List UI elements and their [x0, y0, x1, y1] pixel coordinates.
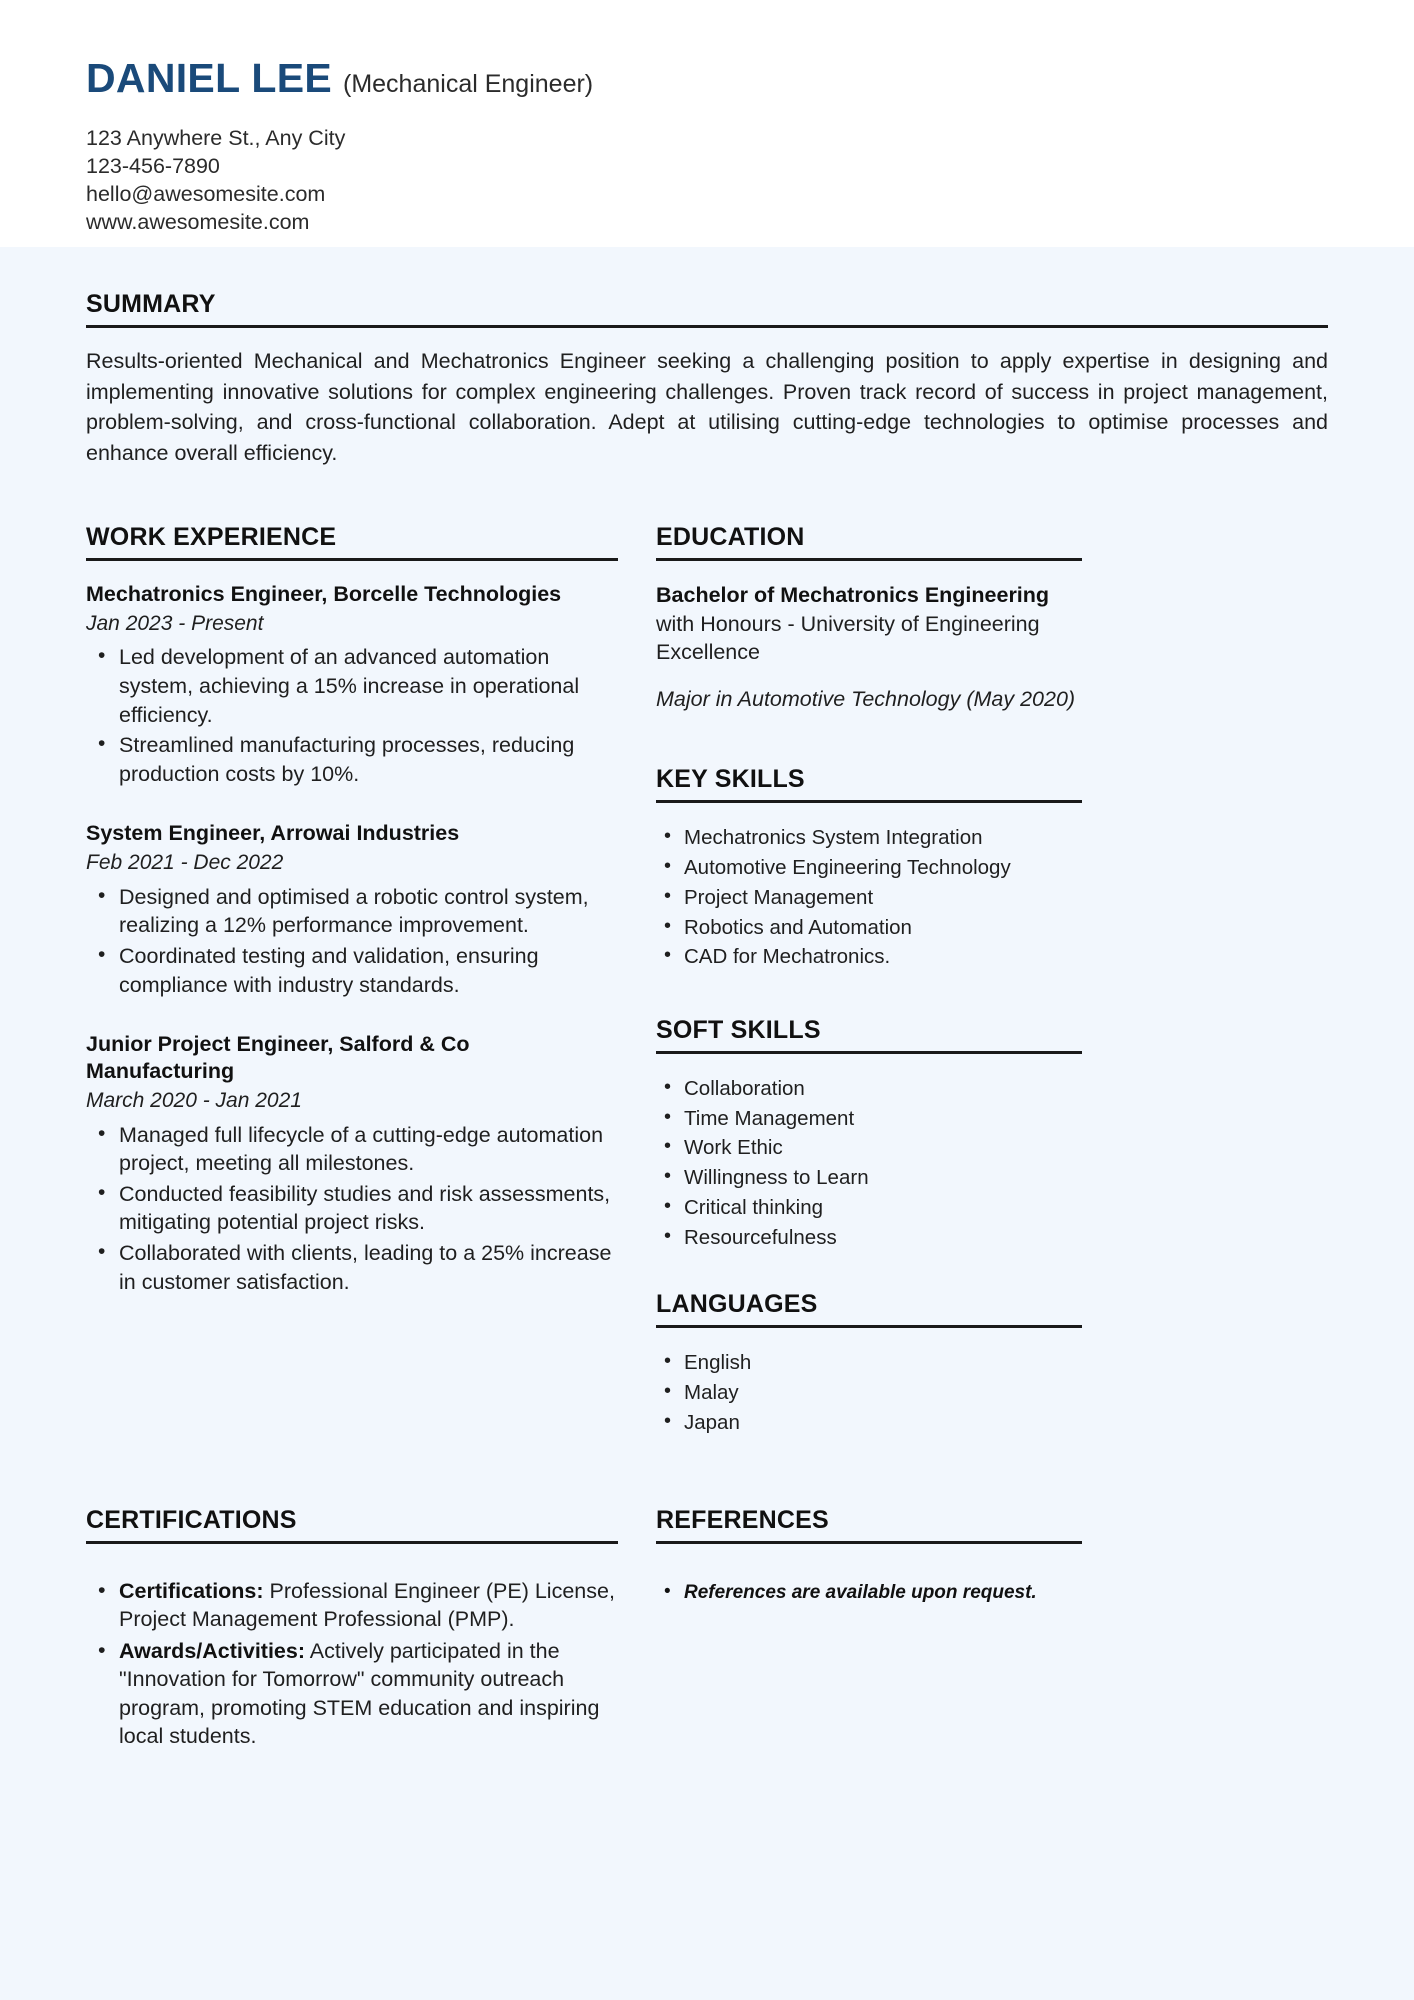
- soft-skills-heading: SOFT SKILLS: [656, 1016, 1082, 1054]
- work-entry-bullets: [86, 643, 618, 788]
- contact-phone: 123-456-7890: [86, 154, 220, 179]
- certification-item: [86, 1637, 618, 1751]
- candidate-name: DANIEL LEE: [86, 55, 332, 101]
- certifications-heading: CERTIFICATIONS: [86, 1506, 618, 1544]
- key-skills-list: [656, 823, 1082, 972]
- references-section: [656, 1506, 1082, 1755]
- soft-skill-item: • Willingness to Learn: [656, 1163, 1082, 1193]
- soft-skill-item: • Work Ethic: [656, 1133, 1082, 1163]
- education-degree: [656, 581, 1082, 667]
- work-experience-heading: WORK EXPERIENCE: [86, 523, 618, 561]
- right-column: [656, 523, 1082, 1437]
- contact-website[interactable]: www.awesomesite.com: [86, 210, 310, 235]
- main-columns: [86, 523, 1328, 1437]
- key-skills-heading: KEY SKILLS: [656, 765, 1082, 803]
- work-entry-bullet: • Managed full lifecycle of a cutting-edge automation project, meeting all milestones.: [86, 1121, 618, 1178]
- work-entry-date: Feb 2021 - Dec 2022: [86, 851, 284, 875]
- bottom-columns: [86, 1506, 1328, 1755]
- work-experience-list: [86, 581, 618, 1296]
- language-item: • English: [656, 1348, 1082, 1378]
- key-skill-item: • Mechatronics System Integration: [656, 823, 1082, 853]
- language-item: • Malay: [656, 1378, 1082, 1408]
- education-heading: EDUCATION: [656, 523, 1082, 561]
- work-entry-title: Junior Project Engineer, Salford & Co Manufacturing: [86, 1032, 470, 1084]
- work-entry-bullet: • Coordinated testing and validation, ensuring compliance with industry standards.: [86, 942, 618, 999]
- work-entry-title: System Engineer, Arrowai Industries: [86, 821, 460, 846]
- work-entry-bullets: [86, 1121, 618, 1297]
- languages-heading: LANGUAGES: [656, 1290, 1082, 1328]
- references-heading: REFERENCES: [656, 1506, 1082, 1544]
- soft-skill-item: • Time Management: [656, 1104, 1082, 1134]
- work-entry: [86, 820, 618, 999]
- candidate-job-title: (Mechanical Engineer): [343, 70, 594, 98]
- certification-item-label: Certifications:: [119, 1578, 264, 1603]
- contact-email[interactable]: hello@awesomesite.com: [86, 182, 326, 207]
- education-degree-rest: with Honours - University of Engineering Excellence: [656, 611, 1040, 665]
- certifications-section: [86, 1506, 618, 1755]
- soft-skills-section: [656, 1016, 1082, 1252]
- key-skill-item: • CAD for Mechatronics.: [656, 942, 1082, 972]
- left-column: [86, 523, 618, 1437]
- certification-item-label: Awards/Activities:: [119, 1638, 306, 1663]
- soft-skill-item: • Collaboration: [656, 1074, 1082, 1104]
- work-entry-title: Mechatronics Engineer, Borcelle Technologies: [86, 582, 562, 607]
- certifications-list: [86, 1577, 618, 1752]
- languages-section: [656, 1290, 1082, 1437]
- summary-text: Results-oriented Mechanical and Mechatronics Engineer seeking a challenging position to apply expertise in designing and implementing innovative solutions for complex engineering challenges. Proven track record of success in project management, problem-solving, and cross-functional collaboration. Adept at utilising cutting-edge technologies to optimise processes and enhance overall efficiency.: [86, 349, 1328, 465]
- work-entry: [86, 1031, 618, 1296]
- resume-header: [0, 0, 1414, 247]
- certification-item: [86, 1577, 618, 1634]
- certification-item-text: Professional Engineer (PE) License, Project Management Professional (PMP).: [119, 1578, 615, 1632]
- education-major: Major in Automotive Technology (May 2020): [656, 686, 1076, 711]
- education-section: [656, 523, 1082, 713]
- summary-section: [86, 247, 1328, 468]
- resume-body: [0, 247, 1414, 1754]
- references-list: [656, 1580, 1082, 1605]
- soft-skills-list: [656, 1074, 1082, 1252]
- contact-address: 123 Anywhere St., Any City: [86, 126, 346, 150]
- summary-heading: SUMMARY: [86, 290, 1328, 328]
- education-degree-bold: Bachelor of Mechatronics Engineering: [656, 583, 1050, 608]
- work-entry-bullet: • Designed and optimised a robotic control system, realizing a 12% performance improvement.: [86, 883, 618, 940]
- reference-item: • References are available upon request.: [656, 1580, 1082, 1605]
- name-line: [86, 55, 1414, 102]
- key-skill-item: • Automotive Engineering Technology: [656, 853, 1082, 883]
- work-entry-date: Jan 2023 - Present: [86, 612, 264, 636]
- languages-list: [656, 1348, 1082, 1437]
- key-skill-item: • Project Management: [656, 883, 1082, 913]
- language-item: • Japan: [656, 1408, 1082, 1438]
- work-entry-bullet: • Collaborated with clients, leading to a 25% increase in customer satisfaction.: [86, 1239, 618, 1296]
- work-entry-bullet: • Streamlined manufacturing processes, reducing production costs by 10%.: [86, 731, 618, 788]
- work-entry-date: March 2020 - Jan 2021: [86, 1089, 302, 1113]
- work-entry-bullet: • Conducted feasibility studies and risk assessments, mitigating potential project risks.: [86, 1180, 618, 1237]
- certification-item-text: Actively participated in the "Innovation for Tomorrow" community outreach program, promoting STEM education and inspiring local students.: [119, 1638, 600, 1749]
- key-skill-item: • Robotics and Automation: [656, 913, 1082, 943]
- work-entry: [86, 581, 618, 788]
- soft-skill-item: • Resourcefulness: [656, 1223, 1082, 1253]
- work-entry-bullet: • Led development of an advanced automation system, achieving a 15% increase in operational efficiency.: [86, 643, 618, 729]
- work-entry-bullets: [86, 883, 618, 999]
- key-skills-section: [656, 765, 1082, 972]
- soft-skill-item: • Critical thinking: [656, 1193, 1082, 1223]
